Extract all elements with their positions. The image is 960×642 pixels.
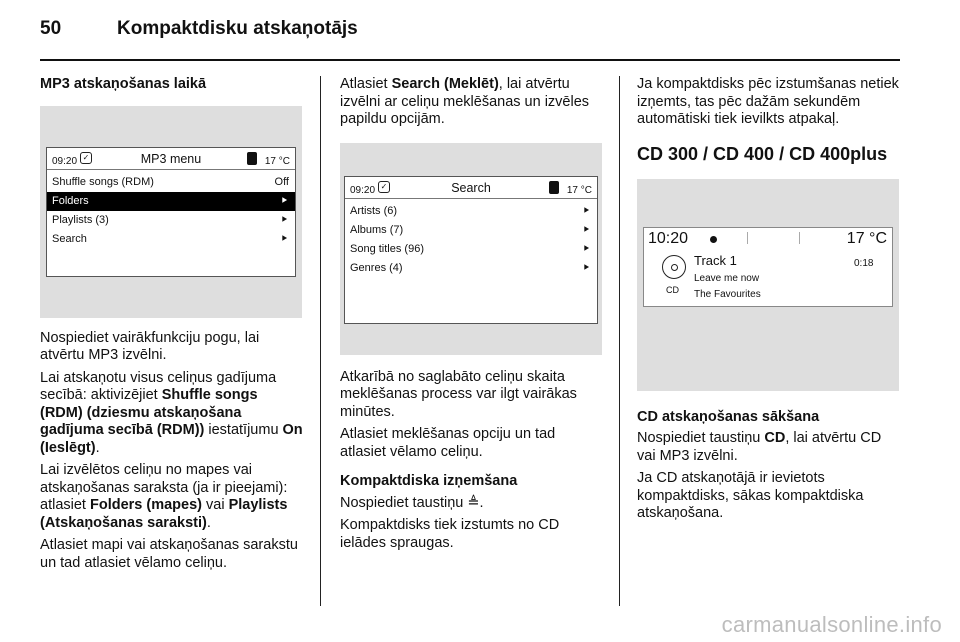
- column-1: [40, 76, 304, 577]
- divider: [799, 232, 800, 244]
- column-divider-2: [619, 76, 620, 606]
- paragraph: Atlasiet Search (Meklēt), lai atvērtu izvēlni ar celiņu meklēšanas un izvēles papildu opcijām.: [340, 76, 590, 127]
- clock-text: 10:20: [648, 229, 689, 247]
- disc-label: CD: [666, 284, 679, 295]
- menu-item-label: Artists (6): [350, 204, 398, 217]
- column-2: [340, 76, 604, 557]
- chevron-right-icon: ⯈: [280, 195, 288, 207]
- menu-item-label: Shuffle songs (RDM): [52, 175, 154, 188]
- cd-player-screen: [643, 227, 893, 307]
- chevron-right-icon: ⯈: [582, 205, 590, 217]
- paragraph: Atlasiet meklēšanas opciju un tad atlasiet vēlamo celiņu.: [340, 426, 556, 460]
- paragraph: Nospiediet taustiņu ≜.: [340, 494, 484, 511]
- chevron-right-icon: ⯈: [582, 262, 590, 274]
- temperature-text: 17 °C: [264, 155, 290, 167]
- section-heading-mp3: MP3 atskaņošanas laikā: [40, 76, 207, 92]
- paragraph: Lai atskaņotu visus celiņus gadījuma secībā: aktivizējiet Shuffle songs (RDM) (dziesmu atskaņošana gadījuma secībā (RDM)) iestatījumu On (Ieslēgt).: [40, 369, 303, 456]
- mp3-menu-screen: [46, 147, 296, 277]
- album-title: The Favourites: [694, 288, 761, 300]
- chevron-right-icon: ⯈: [582, 224, 590, 236]
- chevron-right-icon: ⯈: [582, 243, 590, 255]
- phone-icon: [549, 181, 559, 194]
- phone-icon: [247, 152, 257, 165]
- clock-text: 09:20: [350, 184, 376, 196]
- mp3-menu-screenshot: [40, 106, 302, 318]
- paragraph: Nospiediet taustiņu CD, lai atvērtu CD vai MP3 izvēlni.: [637, 430, 882, 464]
- menu-item-song-titles: [345, 240, 597, 259]
- header-rule: [40, 59, 900, 61]
- menu-item-label: Genres (4): [350, 261, 403, 274]
- page-number: 50: [40, 18, 62, 39]
- cd-player-screenshot: [637, 179, 899, 391]
- chevron-right-icon: ⯈: [280, 233, 288, 245]
- menu-item-playlists: [47, 211, 295, 230]
- chevron-right-icon: ⯈: [280, 214, 288, 226]
- screen-title: MP3 menu: [140, 151, 202, 166]
- menu-item-label: Playlists (3): [52, 213, 109, 226]
- screen-status-bar: [345, 177, 597, 199]
- section-heading-cd-start: CD atskaņošanas sākšana: [637, 408, 820, 425]
- cd-disc-icon: [662, 255, 686, 279]
- menu-item-label: Albums (7): [350, 223, 404, 236]
- paragraph: Kompaktdisks tiek izstumts no CD ielādes spraugas.: [340, 517, 560, 551]
- track-title: Track 1: [694, 252, 737, 268]
- temperature-text: 17 °C: [846, 229, 887, 247]
- search-menu-screen: [344, 176, 598, 324]
- temperature-text: 17 °C: [566, 184, 592, 196]
- menu-item-artists: [345, 202, 597, 221]
- paragraph: Ja CD atskaņotājā ir ievietots kompaktdisks, sākas kompaktdiska atskaņošana.: [637, 470, 864, 521]
- elapsed-time: 0:18: [854, 257, 874, 269]
- song-title: Leave me now: [694, 272, 760, 284]
- search-menu-screenshot: [340, 143, 602, 355]
- paragraph: Lai izvēlētos celiņu no mapes vai atskaņošanas saraksta (ja ir pieejami): atlasiet Folders (mapes) vai Playlists (Atskaņošanas saraksti).: [40, 462, 288, 531]
- check-icon: ✓: [378, 181, 390, 193]
- section-heading-cd-models: CD 300 / CD 400 / CD 400plus: [637, 143, 888, 164]
- screen-status-bar: [47, 148, 295, 170]
- check-icon: ✓: [80, 152, 92, 164]
- menu-item-value: Off: [274, 175, 289, 188]
- menu-item-label: Folders: [52, 194, 89, 207]
- column-3: [637, 76, 902, 528]
- menu-item-label: Search: [52, 232, 87, 245]
- menu-item-search: [47, 230, 295, 249]
- menu-item-shuffle: [47, 173, 295, 192]
- paragraph: Atlasiet mapi vai atskaņošanas sarakstu un tad atlasiet vēlamo celiņu.: [40, 537, 298, 571]
- menu-item-folders: [47, 192, 295, 211]
- screen-title: Search: [451, 180, 491, 195]
- section-heading-eject: Kompaktdiska izņemšana: [340, 473, 518, 489]
- clock-text: 09:20: [52, 155, 78, 167]
- paragraph: Nospiediet vairākfunkciju pogu, lai atvērtu MP3 izvēlni.: [40, 329, 260, 363]
- menu-item-albums: [345, 221, 597, 240]
- status-dot-icon: [710, 236, 717, 243]
- watermark: carmanualsonline.info: [721, 612, 942, 637]
- paragraph: Ja kompaktdisks pēc izstumšanas netiek izņemts, tas pēc dažām sekundēm automātiski tiek ievilkts atpakaļ.: [637, 76, 899, 127]
- menu-item-genres: [345, 259, 597, 278]
- column-divider-1: [320, 76, 321, 606]
- paragraph: Atkarībā no saglabāto celiņu skaita meklēšanas process var ilgt vairākas minūtes.: [340, 368, 577, 420]
- divider: [747, 232, 748, 244]
- menu-item-label: Song titles (96): [350, 242, 424, 255]
- page-title: Kompaktdisku atskaņotājs: [117, 18, 358, 39]
